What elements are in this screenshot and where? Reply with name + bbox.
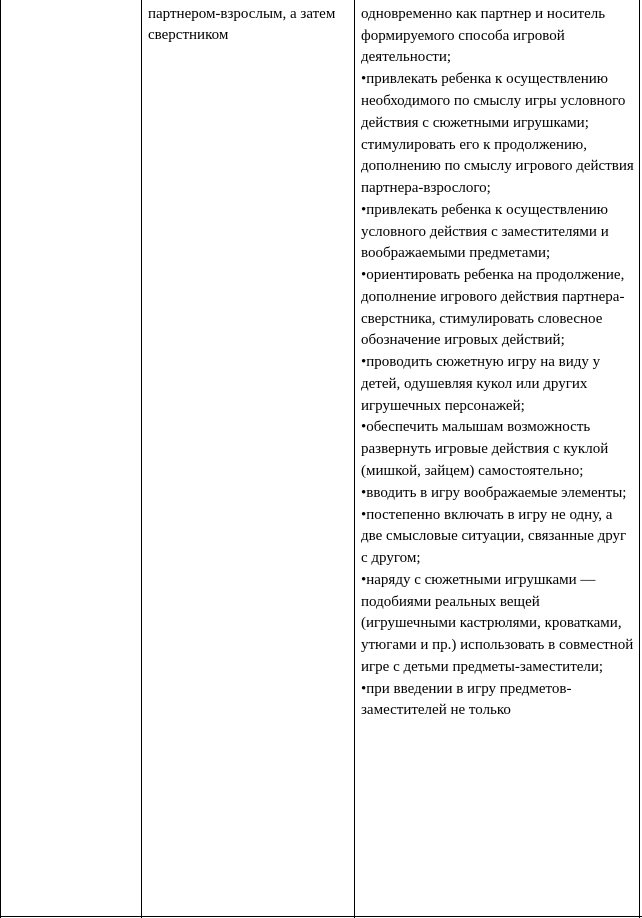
list-item: •привлекать ребенка к осуществлению необходимого по смыслу игры условного действия с сюжетными игрушками; [361,71,626,131]
table-border-col3 [354,0,355,918]
table-cell-col2 [148,4,350,46]
table-border-right [639,0,640,918]
list-item: •при введении в игру предметов-заместителей не только [361,680,572,719]
table-cell-col3 [361,4,635,722]
list-item: •вводить в игру воображаемые элементы; [361,484,627,501]
table-border-bottom [0,916,642,917]
list-item: стимулировать его к продолжению, дополнению по смыслу игрового действия партнера-взрослого; [361,136,634,196]
list-item: •ориентировать ребенка на продолжение, дополнение игрового действия партнера-сверстника, стимулировать словесное обозначение игровых действий; [361,267,625,349]
cell-text: партнером-взрослым, а затем сверстником [148,6,336,43]
list-item: •наряду с сюжетными игрушками — подобиями реальных вещей (игрушечными кастрюлями, кроватками, утюгами и пр.) использовать в совместной игре с детьми предметы-заместители; [361,571,634,675]
list-item: одновременно как партнер и носитель формируемого способа игровой деятельности; [361,6,606,66]
table-border-col2 [141,0,142,918]
list-item: •постепенно включать в игру не одну, а две смысловые ситуации, связанные друг с другом; [361,506,627,567]
list-item: •проводить сюжетную игру на виду у детей, одушевляя кукол или других игрушечных персонажей; [361,354,601,414]
list-item: •обеспечить малышам возможность развернуть игровые действия с куклой (мишкой, зайцем) самостоятельно; [361,419,609,479]
table-border-left [0,0,1,918]
list-item: •привлекать ребенка к осуществлению условного действия с заместителями и воображаемыми предметами; [361,201,609,262]
